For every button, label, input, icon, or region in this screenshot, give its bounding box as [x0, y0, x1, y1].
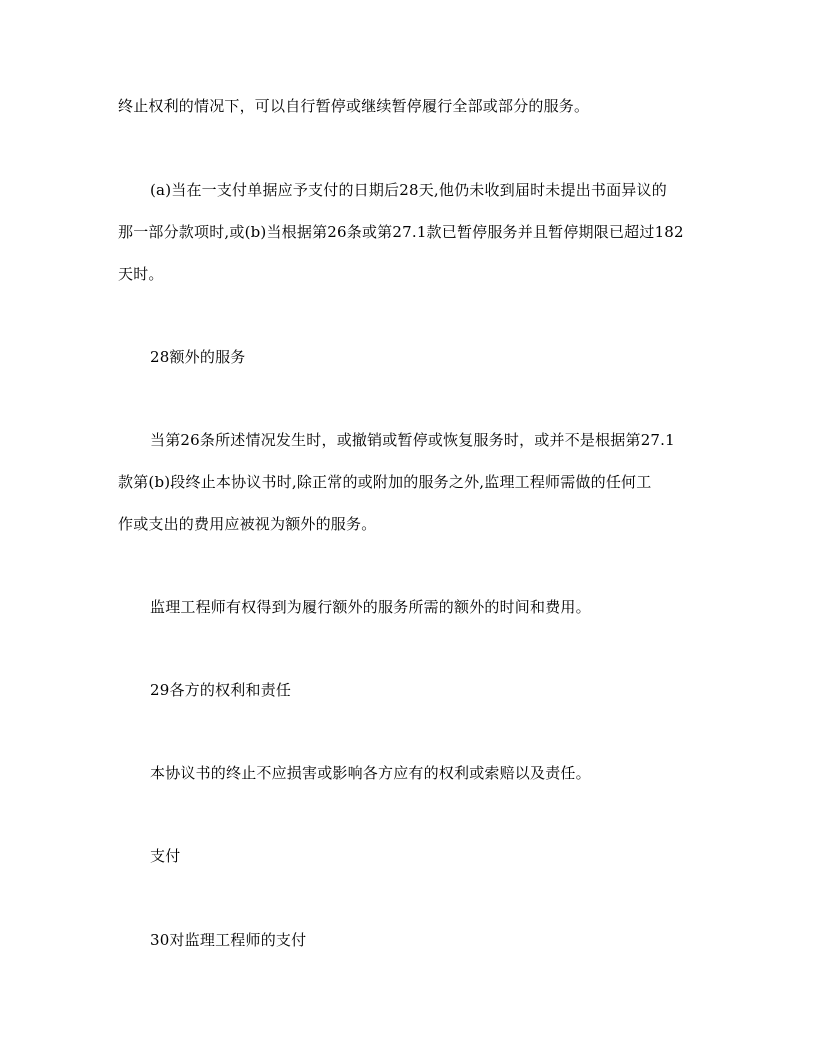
paragraph-line: 当第26条所述情况发生时，或撤销或暂停或恢复服务时，或并不是根据第27.1 [150, 431, 675, 449]
paragraph-line: (a)当在一支付单据应予支付的日期后28天,他仍未收到届时未提出书面异议的 [150, 181, 667, 199]
paragraph-line: 终止权利的情况下，可以自行暂停或继续暂停履行全部或部分的服务。 [118, 97, 590, 115]
section-heading: 29各方的权利和责任 [150, 681, 292, 699]
section-heading: 支付 [150, 847, 181, 865]
section-heading: 30对监理工程师的支付 [150, 931, 307, 949]
section-heading: 28额外的服务 [150, 348, 246, 366]
paragraph-line: 本协议书的终止不应损害或影响各方应有的权利或索赔以及责任。 [150, 764, 591, 782]
paragraph-line: 作或支出的费用应被视为额外的服务。 [118, 515, 377, 533]
paragraph-line: 监理工程师有权得到为履行额外的服务所需的额外的时间和费用。 [150, 598, 591, 616]
paragraph-line: 款第(b)段终止本协议书时,除正常的或附加的服务之外,监理工程师需做的任何工 [118, 473, 652, 491]
paragraph-line: 那一部分款项时,或(b)当根据第26条或第27.1款已暂停服务并且暂停期限已超过182 [118, 223, 684, 241]
paragraph-line: 天时。 [118, 265, 164, 283]
